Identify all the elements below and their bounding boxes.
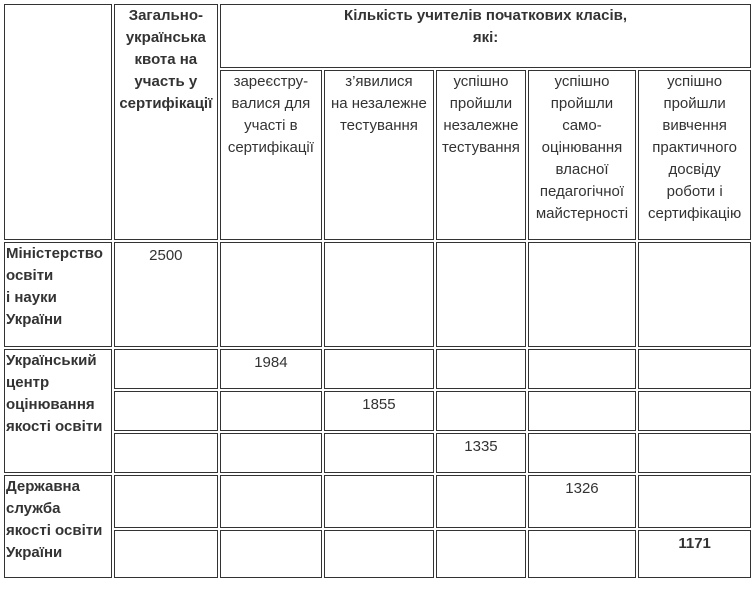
value-passed-study: 1171: [638, 530, 751, 578]
org-ministry: Міністерство освіти і науки України: [4, 242, 112, 347]
value-quota: 2500: [114, 242, 219, 347]
empty-cell: [114, 433, 219, 473]
empty-cell: [436, 530, 525, 578]
empty-cell: [220, 475, 322, 528]
header-passed-test: успішно пройшли незалежне тестування: [436, 70, 525, 240]
header-row-top: [4, 4, 751, 68]
empty-cell: [220, 530, 322, 578]
empty-cell: [528, 391, 637, 431]
row-center-1: [4, 349, 751, 389]
header-appeared: з’явилися на незалежне тестування: [324, 70, 435, 240]
row-service-2: [4, 530, 751, 578]
header-corner-cell: [4, 4, 112, 240]
header-passed-study: успішно пройшли вивчення практичного досвіду роботи і сертифікацію: [638, 70, 751, 240]
org-center: Український центр оцінювання якості освіти: [4, 349, 112, 473]
empty-cell: [638, 475, 751, 528]
row-service-1: [4, 475, 751, 528]
empty-cell: [324, 530, 435, 578]
empty-cell: [324, 349, 435, 389]
empty-cell: [436, 242, 525, 347]
empty-cell: [114, 391, 219, 431]
empty-cell: [528, 242, 637, 347]
header-teachers-count: Кількість учителів початкових класів, які:: [220, 4, 751, 68]
value-appeared: 1855: [324, 391, 435, 431]
value-registered: 1984: [220, 349, 322, 389]
empty-cell: [436, 391, 525, 431]
empty-cell: [436, 475, 525, 528]
empty-cell: [528, 530, 637, 578]
empty-cell: [436, 349, 525, 389]
certification-table: [2, 2, 753, 580]
empty-cell: [324, 433, 435, 473]
row-center-3: [4, 433, 751, 473]
empty-cell: [114, 530, 219, 578]
row-center-2: [4, 391, 751, 431]
header-quota: Загально- українська квота на участь у сертифікації: [114, 4, 219, 240]
value-passed-test: 1335: [436, 433, 525, 473]
empty-cell: [528, 433, 637, 473]
row-ministry: [4, 242, 751, 347]
empty-cell: [114, 349, 219, 389]
header-registered: зареєстру- валися для участі в сертифікації: [220, 70, 322, 240]
empty-cell: [114, 475, 219, 528]
empty-cell: [638, 242, 751, 347]
empty-cell: [638, 349, 751, 389]
empty-cell: [220, 242, 322, 347]
empty-cell: [220, 433, 322, 473]
empty-cell: [324, 242, 435, 347]
value-passed-self-assessment: 1326: [528, 475, 637, 528]
empty-cell: [638, 391, 751, 431]
empty-cell: [324, 475, 435, 528]
empty-cell: [220, 391, 322, 431]
org-service: Державна служба якості освіти України: [4, 475, 112, 578]
empty-cell: [638, 433, 751, 473]
empty-cell: [528, 349, 637, 389]
header-passed-self-assessment: успішно пройшли само- оцінювання власної педагогічної майстерності: [528, 70, 637, 240]
